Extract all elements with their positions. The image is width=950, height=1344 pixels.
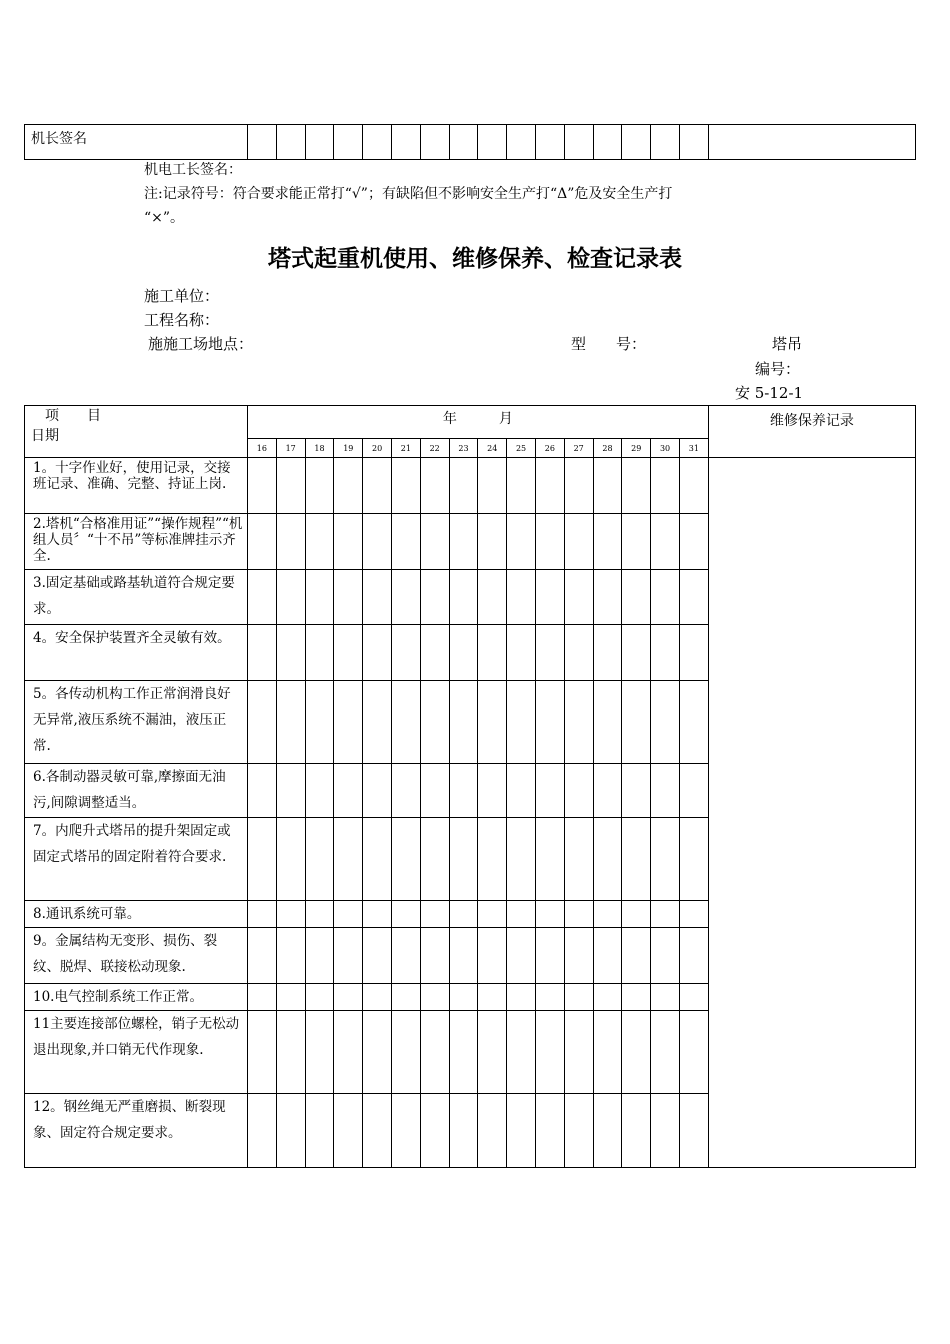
day-record-cell — [593, 764, 622, 818]
note-line-2: “×”。 — [144, 210, 185, 226]
day-record-cell — [276, 928, 305, 984]
day-record-cell — [507, 764, 536, 818]
day-record-cell — [391, 1011, 420, 1094]
year-month-header: 年 月 — [248, 406, 709, 439]
day-record-cell — [449, 1011, 478, 1094]
day-record-cell — [391, 570, 420, 625]
day-record-cell — [478, 681, 507, 764]
day-record-cell — [449, 764, 478, 818]
day-record-cell — [305, 984, 334, 1011]
day-header-cell: 29 — [622, 439, 651, 458]
day-record-cell — [651, 514, 680, 570]
day-record-cell — [651, 625, 680, 681]
day-record-cell — [334, 681, 363, 764]
day-record-cell — [391, 681, 420, 764]
day-record-cell — [622, 1011, 651, 1094]
day-record-cell — [535, 928, 564, 984]
item-cell: 9。金属结构无变形、损伤、裂纹、脱焊、联接松动现象. — [25, 928, 248, 984]
day-record-cell — [391, 928, 420, 984]
day-record-cell — [535, 984, 564, 1011]
day-record-cell — [276, 681, 305, 764]
day-record-cell — [535, 681, 564, 764]
day-record-cell — [622, 570, 651, 625]
day-header-cell: 22 — [420, 439, 449, 458]
day-header-cell: 16 — [248, 439, 277, 458]
day-record-cell — [679, 1094, 708, 1168]
day-header-cell: 19 — [334, 439, 363, 458]
day-record-cell — [651, 1011, 680, 1094]
item-cell: 6.各制动器灵敏可靠,摩擦面无油污,间隙调整适当。 — [25, 764, 248, 818]
note-line-1: 注:记录符号：符合要求能正常打“√”；有缺陷但不影响安全生产打“Δ”危及安全生产打 — [144, 186, 673, 202]
day-record-cell — [651, 928, 680, 984]
day-record-cell — [305, 681, 334, 764]
day-record-cell — [248, 764, 277, 818]
day-record-cell — [622, 901, 651, 928]
maintenance-record-header: 维修保养记录 — [708, 406, 915, 458]
day-record-cell — [651, 1094, 680, 1168]
day-header-cell: 30 — [651, 439, 680, 458]
day-record-cell — [391, 514, 420, 570]
day-record-cell — [334, 764, 363, 818]
day-record-cell — [248, 570, 277, 625]
day-record-cell — [276, 764, 305, 818]
day-record-cell — [449, 818, 478, 901]
day-record-cell — [420, 984, 449, 1011]
day-record-cell — [535, 764, 564, 818]
day-record-cell — [478, 1011, 507, 1094]
day-record-cell — [679, 818, 708, 901]
day-record-cell — [363, 570, 392, 625]
day-header-cell: 17 — [276, 439, 305, 458]
day-record-cell — [679, 514, 708, 570]
day-record-cell — [391, 1094, 420, 1168]
day-record-cell — [564, 1011, 593, 1094]
day-record-cell — [593, 514, 622, 570]
day-record-cell — [622, 1094, 651, 1168]
day-record-cell — [248, 984, 277, 1011]
top-signature-table — [24, 124, 916, 160]
day-header-cell: 21 — [391, 439, 420, 458]
day-record-cell — [651, 681, 680, 764]
signature-cell — [535, 125, 564, 160]
day-record-cell — [420, 514, 449, 570]
day-record-cell — [363, 901, 392, 928]
signature-cell — [449, 125, 478, 160]
day-record-cell — [651, 901, 680, 928]
header-row-1 — [25, 406, 916, 439]
day-record-cell — [334, 901, 363, 928]
day-record-cell — [507, 818, 536, 901]
day-record-cell — [449, 625, 478, 681]
day-record-cell — [449, 514, 478, 570]
day-record-cell — [305, 901, 334, 928]
signature-cell — [622, 125, 651, 160]
day-record-cell — [449, 570, 478, 625]
day-record-cell — [593, 458, 622, 514]
day-record-cell — [449, 1094, 478, 1168]
day-record-cell — [564, 625, 593, 681]
day-record-cell — [420, 818, 449, 901]
day-record-cell — [535, 818, 564, 901]
day-record-cell — [593, 570, 622, 625]
item-cell: 1。十字作业好，使用记录，交接班记录、准确、完整、持证上岗. — [25, 458, 248, 514]
signature-cell — [363, 125, 392, 160]
day-record-cell — [334, 570, 363, 625]
day-record-cell — [391, 901, 420, 928]
day-record-cell — [391, 625, 420, 681]
day-record-cell — [305, 458, 334, 514]
day-record-cell — [564, 458, 593, 514]
day-record-cell — [478, 570, 507, 625]
day-record-cell — [478, 818, 507, 901]
day-record-cell — [449, 901, 478, 928]
day-record-cell — [622, 764, 651, 818]
day-record-cell — [449, 984, 478, 1011]
day-record-cell — [478, 984, 507, 1011]
day-record-cell — [276, 1094, 305, 1168]
day-header-cell: 28 — [593, 439, 622, 458]
day-record-cell — [679, 984, 708, 1011]
day-record-cell — [679, 901, 708, 928]
day-record-cell — [248, 928, 277, 984]
day-record-cell — [564, 901, 593, 928]
day-record-cell — [622, 818, 651, 901]
day-record-cell — [535, 458, 564, 514]
day-record-cell — [363, 514, 392, 570]
item-cell: 2.塔机“合格准用证”“操作规程”“机组人员〞“十不吊”等标准牌挂示齐全. — [25, 514, 248, 570]
day-record-cell — [391, 984, 420, 1011]
day-record-cell — [622, 928, 651, 984]
day-record-cell — [334, 514, 363, 570]
day-record-cell — [679, 625, 708, 681]
day-record-cell — [478, 764, 507, 818]
day-record-cell — [535, 1094, 564, 1168]
day-record-cell — [248, 681, 277, 764]
day-record-cell — [535, 901, 564, 928]
day-record-cell — [334, 984, 363, 1011]
day-header-cell: 18 — [305, 439, 334, 458]
day-record-cell — [248, 514, 277, 570]
captain-signature-label: 机长签名 — [25, 125, 248, 160]
day-header-cell: 25 — [507, 439, 536, 458]
day-record-cell — [334, 625, 363, 681]
day-record-cell — [507, 514, 536, 570]
day-record-cell — [420, 681, 449, 764]
item-cell: 4。安全保护装置齐全灵敏有效。 — [25, 625, 248, 681]
day-record-cell — [564, 514, 593, 570]
day-header-cell: 31 — [679, 439, 708, 458]
day-record-cell — [305, 514, 334, 570]
signature-cell — [679, 125, 708, 160]
day-record-cell — [593, 1011, 622, 1094]
model-label: 型 号： — [571, 335, 647, 353]
day-header-cell: 24 — [478, 439, 507, 458]
day-record-cell — [593, 928, 622, 984]
day-record-cell — [622, 625, 651, 681]
day-record-cell — [305, 818, 334, 901]
day-record-cell — [334, 818, 363, 901]
day-record-cell — [420, 458, 449, 514]
signature-cell — [507, 125, 536, 160]
day-record-cell — [593, 625, 622, 681]
day-record-cell — [679, 570, 708, 625]
signature-cell — [391, 125, 420, 160]
day-record-cell — [651, 764, 680, 818]
day-header-cell: 20 — [363, 439, 392, 458]
day-record-cell — [593, 1094, 622, 1168]
day-record-cell — [564, 681, 593, 764]
item-cell: 3.固定基础或路基轨道符合规定要求。 — [25, 570, 248, 625]
signature-cell — [420, 125, 449, 160]
day-record-cell — [535, 570, 564, 625]
maintenance-record-cell — [708, 458, 915, 1168]
day-record-cell — [248, 1094, 277, 1168]
day-record-cell — [449, 928, 478, 984]
day-record-cell — [564, 818, 593, 901]
item-cell: 11主要连接部位螺栓，销子无松动退出现象,并口销无代作现象. — [25, 1011, 248, 1094]
day-record-cell — [564, 1094, 593, 1168]
day-record-cell — [276, 570, 305, 625]
day-record-cell — [449, 681, 478, 764]
day-record-cell — [507, 625, 536, 681]
day-record-cell — [420, 764, 449, 818]
day-record-cell — [420, 928, 449, 984]
day-record-cell — [478, 625, 507, 681]
day-header-cell: 26 — [535, 439, 564, 458]
day-record-cell — [363, 818, 392, 901]
day-record-cell — [651, 818, 680, 901]
day-record-cell — [276, 984, 305, 1011]
day-record-cell — [507, 901, 536, 928]
day-record-cell — [248, 1011, 277, 1094]
day-record-cell — [305, 928, 334, 984]
day-record-cell — [363, 1011, 392, 1094]
inspection-record-table — [24, 405, 916, 1168]
day-record-cell — [535, 625, 564, 681]
day-record-cell — [507, 928, 536, 984]
day-record-cell — [391, 818, 420, 901]
day-record-cell — [679, 1011, 708, 1094]
day-record-cell — [535, 514, 564, 570]
signature-cell — [334, 125, 363, 160]
day-record-cell — [507, 458, 536, 514]
electrician-signature-label: 机电工长签名： — [144, 162, 242, 178]
day-record-cell — [248, 818, 277, 901]
day-header-cell: 27 — [564, 439, 593, 458]
day-record-cell — [334, 1094, 363, 1168]
item-cell: 5。各传动机构工作正常润滑良好无异常,液压系统不漏油，液压正常. — [25, 681, 248, 764]
day-record-cell — [305, 764, 334, 818]
crane-label: 塔吊 — [772, 335, 803, 353]
day-record-cell — [420, 1094, 449, 1168]
day-record-cell — [593, 681, 622, 764]
day-record-cell — [248, 458, 277, 514]
day-record-cell — [363, 764, 392, 818]
day-record-cell — [334, 1011, 363, 1094]
day-record-cell — [535, 1011, 564, 1094]
signature-cell — [564, 125, 593, 160]
day-record-cell — [564, 570, 593, 625]
signature-cell — [276, 125, 305, 160]
day-record-cell — [478, 514, 507, 570]
item-date-header — [25, 406, 248, 458]
day-record-cell — [593, 901, 622, 928]
day-record-cell — [305, 625, 334, 681]
day-record-cell — [593, 984, 622, 1011]
day-record-cell — [276, 514, 305, 570]
day-record-cell — [363, 681, 392, 764]
day-record-cell — [507, 984, 536, 1011]
day-record-cell — [507, 1011, 536, 1094]
day-record-cell — [507, 1094, 536, 1168]
item-cell: 8.通讯系统可靠。 — [25, 901, 248, 928]
day-record-cell — [305, 570, 334, 625]
signature-extra-cell — [708, 125, 915, 160]
site-location-label: 施施工场地点： — [148, 335, 254, 353]
day-record-cell — [420, 901, 449, 928]
day-record-cell — [363, 625, 392, 681]
day-record-cell — [276, 458, 305, 514]
day-record-cell — [651, 458, 680, 514]
day-record-cell — [679, 764, 708, 818]
day-record-cell — [622, 681, 651, 764]
page-title: 塔式起重机使用、维修保养、检查记录表 — [268, 246, 682, 272]
day-record-cell — [478, 901, 507, 928]
day-record-cell — [276, 1011, 305, 1094]
signature-cell — [305, 125, 334, 160]
project-name-label: 工程名称： — [144, 311, 220, 329]
day-record-cell — [564, 928, 593, 984]
day-record-cell — [507, 681, 536, 764]
day-record-cell — [679, 928, 708, 984]
item-cell: 10.电气控制系统工作正常。 — [25, 984, 248, 1011]
item-cell: 12。钢丝绳无严重磨损、断裂现象、固定符合规定要求。 — [25, 1094, 248, 1168]
day-record-cell — [679, 458, 708, 514]
day-record-cell — [391, 458, 420, 514]
item-header-label: 项 目 — [45, 408, 101, 424]
day-record-cell — [622, 984, 651, 1011]
day-record-cell — [564, 984, 593, 1011]
day-record-cell — [248, 625, 277, 681]
day-record-cell — [334, 458, 363, 514]
day-record-cell — [363, 1094, 392, 1168]
day-record-cell — [622, 458, 651, 514]
day-record-cell — [478, 928, 507, 984]
day-record-cell — [478, 1094, 507, 1168]
day-record-cell — [564, 764, 593, 818]
date-header-label: 日期 — [31, 428, 59, 444]
day-record-cell — [305, 1011, 334, 1094]
signature-cell — [478, 125, 507, 160]
day-record-cell — [248, 901, 277, 928]
day-record-cell — [622, 514, 651, 570]
day-record-cell — [478, 458, 507, 514]
day-record-cell — [651, 984, 680, 1011]
day-record-cell — [507, 570, 536, 625]
day-record-cell — [363, 928, 392, 984]
day-record-cell — [651, 570, 680, 625]
signature-cell — [248, 125, 277, 160]
day-record-cell — [276, 818, 305, 901]
signature-cell — [593, 125, 622, 160]
construction-unit-label: 施工单位： — [144, 287, 220, 305]
day-record-cell — [276, 901, 305, 928]
day-record-cell — [391, 764, 420, 818]
day-record-cell — [334, 928, 363, 984]
item-cell: 7。内爬升式塔吊的提升架固定或固定式塔吊的固定附着符合要求. — [25, 818, 248, 901]
day-record-cell — [363, 984, 392, 1011]
form-code: 安 5-12-1 — [735, 384, 804, 402]
day-record-cell — [593, 818, 622, 901]
day-record-cell — [679, 681, 708, 764]
captain-signature-row — [25, 125, 916, 160]
signature-cell — [651, 125, 680, 160]
day-record-cell — [276, 625, 305, 681]
day-record-cell — [420, 1011, 449, 1094]
day-record-cell — [305, 1094, 334, 1168]
day-record-cell — [420, 570, 449, 625]
day-record-cell — [449, 458, 478, 514]
day-header-cell: 23 — [449, 439, 478, 458]
day-record-cell — [420, 625, 449, 681]
table-row — [25, 458, 916, 514]
day-record-cell — [363, 458, 392, 514]
number-label: 编号： — [755, 360, 801, 378]
